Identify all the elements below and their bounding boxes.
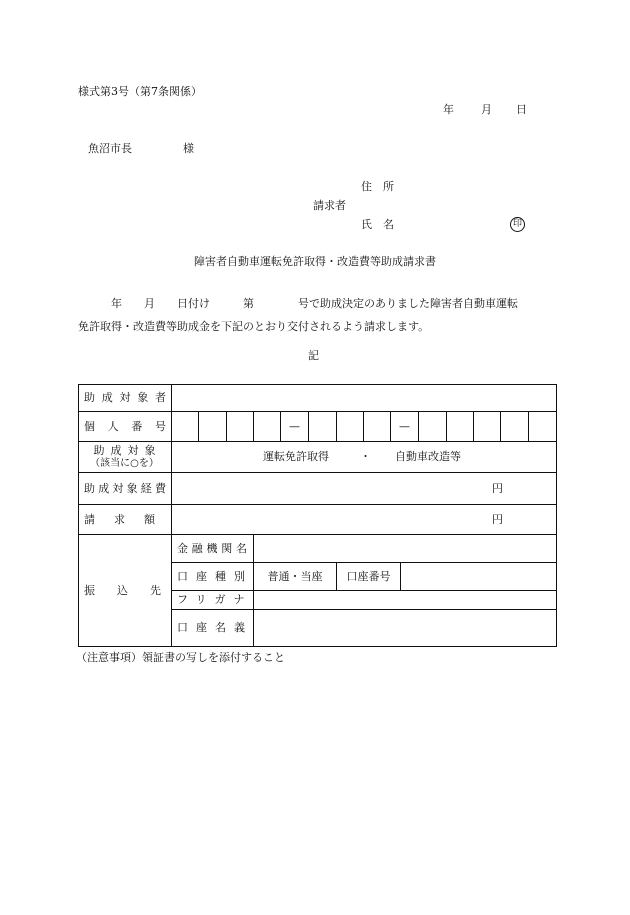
target-label	[78, 442, 171, 472]
target-separator: ・	[360, 450, 371, 464]
document-title: 障害者自動車運転免許取得・改造費等助成請求書	[194, 255, 436, 268]
personal-number-label: 個 人 番 号	[84, 419, 166, 433]
date-year: 年	[443, 103, 454, 116]
bank-label: 金 融 機 関 名	[177, 541, 247, 555]
personal-number-dash-1: —	[289, 419, 300, 433]
account-number-label: 口座番号	[346, 569, 391, 583]
addressee-honorific: 様	[183, 142, 194, 155]
ki-heading: 記	[308, 349, 319, 362]
subject-value[interactable]	[172, 385, 556, 411]
claim-label	[84, 505, 174, 534]
name-label: 氏 名	[361, 218, 394, 231]
transfer-label-text: 振込先	[84, 583, 183, 597]
account-name-label-text: 口座名義	[177, 621, 253, 635]
note-text: （注意事項）領証書の写しを添付すること	[76, 651, 285, 664]
account-type-label	[177, 563, 253, 590]
claim-label-text: 請求額	[84, 512, 174, 526]
account-name-value[interactable]	[254, 610, 556, 646]
target-label-line2: （該当に○を）	[90, 457, 159, 469]
date-day: 日	[516, 103, 527, 116]
body-line-1: 年 月 日付け 第 号で助成決定のありました障害者自動車運転	[78, 297, 518, 310]
account-name-label	[177, 610, 253, 646]
address-label: 住 所	[361, 180, 394, 193]
expense-unit: 円	[492, 481, 503, 495]
transfer-label	[84, 535, 183, 646]
furigana-value[interactable]	[254, 591, 556, 609]
account-type-value[interactable]: 普通・当座	[267, 569, 323, 583]
form-number: 様式第3号（第7条関係）	[78, 85, 202, 98]
furigana-label-text: フリガナ	[177, 593, 253, 607]
target-option-2[interactable]: 自動車改造等	[395, 450, 461, 464]
seal-mark: 印	[510, 217, 525, 232]
body-line-2: 免許取得・改造費等助成金を下記のとおり交付されるよう請求します。	[78, 320, 430, 333]
furigana-label	[177, 591, 253, 609]
target-option-1[interactable]: 運転免許取得	[263, 450, 329, 464]
date-month: 月	[481, 103, 492, 116]
addressee-name: 魚沼市長	[88, 142, 132, 155]
expense-label: 助 成 対 象 経 費	[84, 481, 166, 495]
requester-label: 請求者	[313, 199, 346, 212]
bank-value[interactable]	[254, 535, 556, 562]
subject-label: 助 成 対 象 者	[84, 391, 166, 405]
target-label-line1: 助成対象	[93, 444, 162, 458]
account-type-label-text: 口座種別	[177, 569, 253, 583]
personal-number-dash-2: —	[399, 419, 410, 433]
claim-unit: 円	[492, 512, 503, 526]
account-number-value[interactable]	[401, 563, 556, 590]
